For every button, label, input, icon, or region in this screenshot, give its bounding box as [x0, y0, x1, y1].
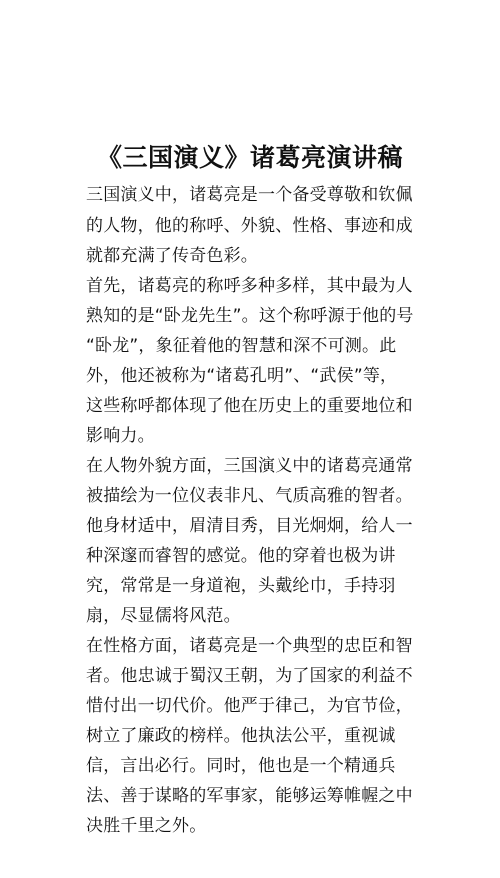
text-line-8: 这些称呼都体现了他在历史上的重要地位和: [86, 396, 413, 416]
text-line-6: “卧龙”，象征着他的智慧和深不可测。此: [86, 336, 397, 356]
text-line-22: 决胜千里之外。: [86, 816, 207, 836]
text-line-18: 惜付出一切代价。他严于律己，为官节俭，: [86, 696, 413, 716]
text-line-12: 他身材适中，眉清目秀，目光炯炯，给人一: [86, 516, 413, 536]
text-line-17: 者。他忠诚于蜀汉王朝，为了国家的利益不: [86, 666, 413, 686]
text-line-14: 究，常常是一身道袍，头戴纶巾，手持羽: [86, 576, 396, 596]
text-line-2: 的人物，他的称呼、外貌、性格、事迹和成: [86, 216, 413, 236]
text-line-7: 外，他还被称为“诸葛孔明”、“武侯”等，: [86, 366, 398, 386]
text-line-20: 信，言出必行。同时，他也是一个精通兵: [86, 756, 396, 776]
text-line-10: 在人物外貌方面，三国演义中的诸葛亮通常: [86, 456, 413, 476]
document-title: 《三国演义》诸葛亮演讲稿: [96, 143, 403, 172]
text-line-4: 首先，诸葛亮的称呼多种多样，其中最为人: [86, 276, 413, 296]
text-line-1: 三国演义中，诸葛亮是一个备受尊敬和钦佩: [86, 185, 413, 205]
text-line-5: 熟知的是“卧龙先生”。这个称呼源于他的号: [86, 306, 414, 326]
text-line-3: 就都充满了传奇色彩。: [86, 246, 258, 266]
text-line-19: 树立了廉政的榜样。他执法公平，重视诚: [86, 726, 396, 746]
text-line-15: 扇，尽显儒将风范。: [86, 606, 241, 626]
text-line-9: 影响力。: [86, 426, 155, 446]
text-line-21: 法、善于谋略的军事家，能够运筹帷幄之中: [86, 786, 413, 806]
text-line-13: 种深邃而睿智的感觉。他的穿着也极为讲: [86, 546, 396, 566]
text-line-11: 被描绘为一位仪表非凡、气质高雅的智者。: [86, 486, 413, 506]
text-line-16: 在性格方面，诸葛亮是一个典型的忠臣和智: [86, 636, 413, 656]
